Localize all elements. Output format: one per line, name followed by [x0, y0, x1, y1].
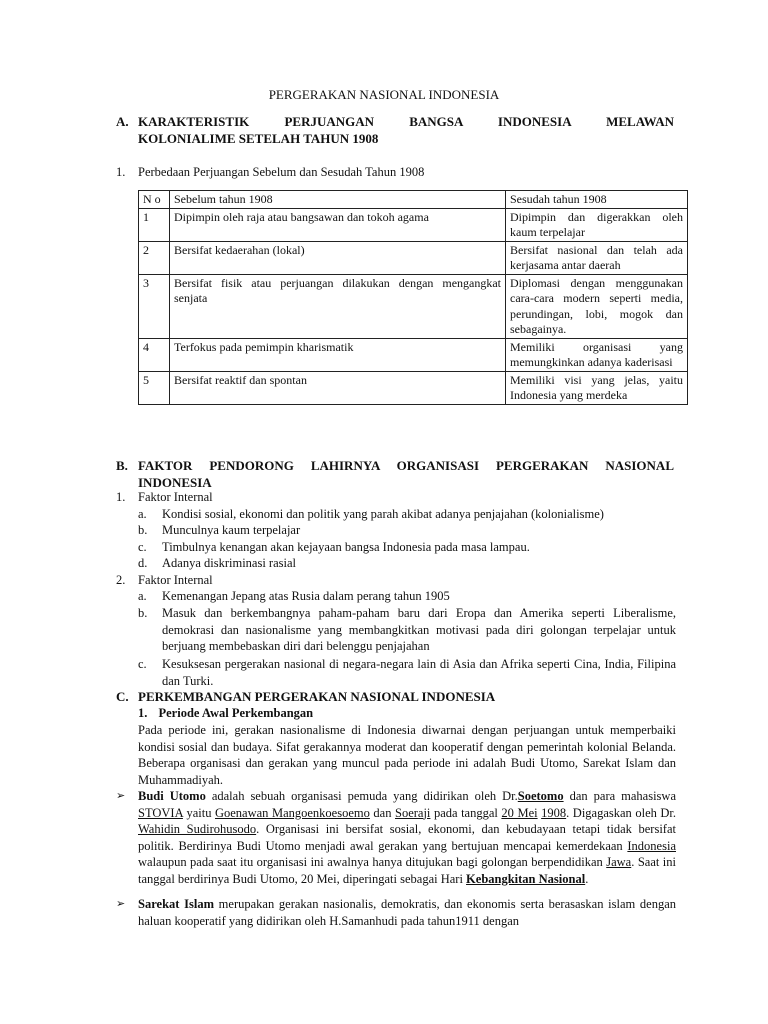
row-before: Terfokus pada pemimpin kharismatik	[170, 338, 506, 371]
section-a-line2: KOLONIALIME SETELAH TAHUN 1908	[138, 131, 379, 146]
list-item	[138, 588, 676, 605]
text-run: pada tanggal	[430, 805, 502, 820]
text-run: yaitu	[182, 805, 215, 820]
list-item	[138, 555, 676, 572]
sarekat-islam-paragraph	[116, 896, 676, 929]
section-a-letter: A.	[116, 114, 129, 129]
row-after: Dipimpin dan digerakkan oleh kaum terpelajar	[506, 208, 688, 241]
jawa-link[interactable]: Jawa	[606, 855, 632, 869]
row-after: Memiliki organisasi yang memungkinkan adanya kaderisasi	[506, 338, 688, 371]
kebangkitan-nasional-link[interactable]: Kebangkitan Nasional	[466, 871, 586, 886]
item-1-text: Perbedaan Perjuangan Sebelum dan Sesudah Tahun 1908	[138, 165, 425, 179]
date-link[interactable]: 20 Mei	[501, 805, 538, 820]
text-run: . Digagaskan oleh Dr.	[566, 805, 677, 820]
text-run: .	[585, 871, 589, 886]
section-a-heading	[116, 113, 674, 147]
sarekat-islam-name: Sarekat Islam	[138, 897, 214, 911]
arrow-bullet-icon: ➢	[116, 790, 126, 802]
row-no: 4	[139, 338, 170, 371]
header-no: N o	[139, 191, 170, 209]
text-run: . Saat ini tanggal berdirinya Budi Utomo, 20 Mei, diperingati sebagai Hari	[138, 855, 676, 886]
text-run: merupakan gerakan nasionalis, demokratis, dan ekonomis serta berasaskan islam dengan haluan kooperatif yang didirikan oleh H.Samanhudi pada tahun1911 dengan	[138, 897, 676, 928]
indonesia-link[interactable]: Indonesia	[627, 838, 676, 853]
text-run: . Organisasi ini bersifat sosial, ekonomi, dan kebudayaan tetapi tidak bersifat politik. Berdirinya Budi Utomo menjadi awal gerakan yang bertujuan mencapai kemerdekaan	[138, 822, 676, 853]
list-item-letter: d.	[138, 556, 148, 570]
sarekat-islam-text	[138, 896, 676, 929]
text-run: walaupun pada saat itu organisasi ini awalnya hanya ditujukan bagi golongan berpendidikan	[138, 855, 607, 869]
table-row	[139, 241, 688, 274]
list-item-text: Kemenangan Jepang atas Rusia dalam perang tahun 1905	[162, 589, 450, 603]
periode-number: 1.	[138, 706, 148, 720]
item-1-number: 1.	[116, 165, 126, 179]
table-row	[139, 338, 688, 371]
list-item-text: Adanya diskriminasi rasial	[162, 556, 296, 570]
external-factor-label: Faktor Internal	[138, 573, 213, 587]
row-no: 2	[139, 241, 170, 274]
list-item	[138, 605, 676, 655]
periode-paragraph: Pada periode ini, gerakan nasionalisme di Indonesia diwarnai dengan perjuangan untuk memperbaiki kondisi sosial dan budaya. Sifat gerakannya moderat dan kooperatif dengan pemerintah kolonial Belanda. Beberapa organisasi dan gerakan yang muncul pada periode ini adalah Budi Utomo, Sarekat Islam dan Muhammadiyah.	[138, 723, 676, 787]
budi-utomo-name: Budi Utomo	[138, 789, 206, 803]
section-c-line1: PERKEMBANGAN PERGERAKAN NASIONAL INDONESIA	[138, 689, 496, 704]
external-factor-number: 2.	[116, 573, 126, 587]
list-item-letter: b.	[138, 606, 148, 620]
row-no: 3	[139, 274, 170, 338]
header-before: Sebelum tahun 1908	[170, 191, 506, 209]
list-item-letter: c.	[138, 657, 147, 671]
section-b-letter: B.	[116, 458, 128, 473]
section-c-heading	[116, 688, 674, 705]
arrow-bullet-icon: ➢	[116, 898, 126, 910]
section-b-heading	[116, 457, 674, 491]
list-item-text: Kondisi sosial, ekonomi dan politik yang parah akibat adanya penjajahan (kolonialisme)	[162, 507, 604, 521]
goenawan-link[interactable]: Goenawan Mangoenkoesoemo	[214, 805, 370, 820]
list-item-letter: a.	[138, 507, 147, 521]
section-b-line1: FAKTOR PENDORONG LAHIRNYA ORGANISASI PERGERAKAN NASIONAL	[138, 458, 674, 473]
list-item-text: Masuk dan berkembangnya paham-paham baru dari Eropa dan Amerika seperti Liberalisme, demokrasi dan nasionalisme yang membangkitkan motivasi pada diri golongan terpelajar untuk berjuang membebaskan diri dari belenggu penjajahan	[162, 606, 676, 653]
stovia-link[interactable]: STOVIA	[138, 805, 183, 820]
row-after: Memiliki visi yang jelas, yaitu Indonesia yang merdeka	[506, 371, 688, 404]
document-title: PERGERAKAN NASIONAL INDONESIA	[268, 87, 500, 102]
list-item-letter: a.	[138, 589, 147, 603]
text-run: dan para mahasiswa	[563, 789, 676, 803]
internal-factor-number: 1.	[116, 490, 126, 504]
periode-heading	[138, 705, 313, 722]
list-item	[138, 506, 676, 523]
list-item-text: Kesuksesan pergerakan nasional di negara-negara lain di Asia dan Afrika seperti Cina, India, Filipina dan Turki.	[162, 657, 676, 688]
list-item	[138, 539, 676, 556]
row-before: Bersifat fisik atau perjuangan dilakukan dengan mengangkat senjata	[170, 274, 506, 338]
row-no: 5	[139, 371, 170, 404]
list-item-letter: b.	[138, 523, 148, 537]
wahidin-link[interactable]: Wahidin Sudirohusodo	[138, 822, 257, 836]
section-a-line1: KARAKTERISTIK PERJUANGAN BANGSA INDONESIA MELAWAN	[138, 114, 674, 129]
list-item-text: Munculnya kaum terpelajar	[162, 523, 301, 537]
table-row	[139, 274, 688, 338]
periode-title: Periode Awal Perkembangan	[158, 706, 314, 720]
list-item-letter: c.	[138, 540, 147, 554]
table-row	[139, 208, 688, 241]
list-item	[138, 522, 676, 539]
budi-utomo-paragraph	[116, 788, 676, 887]
text-run: dan	[369, 805, 395, 820]
list-item-text: Timbulnya kenangan akan kejayaan bangsa Indonesia pada masa lampau.	[162, 540, 530, 554]
soetomo-link[interactable]: Soetomo	[517, 789, 564, 803]
comparison-table	[138, 190, 688, 405]
list-item	[138, 656, 676, 689]
row-after: Diplomasi dengan menggunakan cara-cara modern seperti media, perundingan, lobi, mogok dan sebagainya.	[506, 274, 688, 338]
row-after: Bersifat nasional dan telah ada kerjasama antar daerah	[506, 241, 688, 274]
header-after: Sesudah tahun 1908	[506, 191, 688, 209]
row-before: Dipimpin oleh raja atau bangsawan dan tokoh agama	[170, 208, 506, 241]
year-link[interactable]: 1908	[541, 805, 567, 820]
soeraji-link[interactable]: Soeraji	[395, 805, 431, 820]
internal-factor-label: Faktor Internal	[138, 490, 213, 504]
section-b-line2: INDONESIA	[138, 475, 212, 490]
row-no: 1	[139, 208, 170, 241]
row-before: Bersifat kedaerahan (lokal)	[170, 241, 506, 274]
text-run: adalah sebuah organisasi pemuda yang didirikan oleh Dr.	[205, 789, 518, 803]
table-header-row	[139, 191, 688, 209]
budi-utomo-text	[138, 788, 676, 887]
table-row	[139, 371, 688, 404]
section-c-letter: C.	[116, 689, 129, 704]
row-before: Bersifat reaktif dan spontan	[170, 371, 506, 404]
